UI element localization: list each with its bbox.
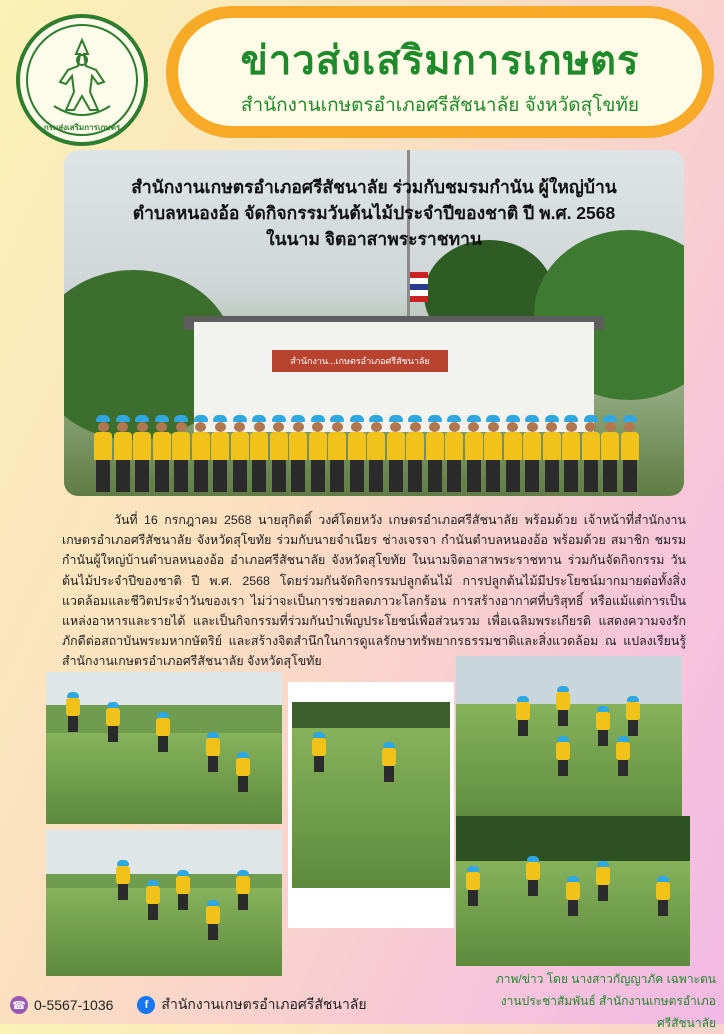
person-figure [543, 415, 561, 492]
person-figure [466, 866, 480, 906]
person-figure [133, 415, 151, 492]
person-figure [231, 415, 249, 492]
photo-sky [46, 830, 282, 874]
photo-trees [292, 702, 450, 728]
person-figure [596, 861, 610, 901]
person-figure [250, 415, 268, 492]
person-figure [516, 696, 530, 736]
person-figure [367, 415, 385, 492]
person-figure [582, 415, 600, 492]
person-figure [114, 415, 132, 492]
person-figure [192, 415, 210, 492]
credit-department: งานประชาสัมพันธ์ สำนักงานเกษตรอำเภอศรีสัชนาลัย [500, 994, 716, 1030]
person-figure [206, 900, 220, 940]
person-figure [312, 732, 326, 772]
photo-credit [454, 968, 716, 1034]
footer-contact [10, 994, 367, 1016]
person-figure [172, 415, 190, 492]
person-figure [387, 415, 405, 492]
facebook-page-link[interactable]: สำนักงานเกษตรอำเภอศรีสัชนาลัย [161, 996, 367, 1012]
person-figure [465, 415, 483, 492]
person-figure [348, 415, 366, 492]
hero-headline [64, 174, 684, 252]
person-figure [66, 692, 80, 732]
person-figure [236, 752, 250, 792]
hero-headline-line3: ในนาม จิตอาสาพระราชทาน [266, 229, 482, 249]
deity-figure-icon [44, 36, 120, 118]
person-figure [562, 415, 580, 492]
seal-caption: กรมส่งเสริมการเกษตร [43, 123, 121, 132]
hero-headline-line2: ตำบลหนองอ้อ จัดกิจกรรมวันต้นไม้ประจำปีของชาติ ปี พ.ศ. 2568 [132, 203, 616, 223]
group-of-people [94, 396, 654, 492]
person-figure [94, 415, 112, 492]
page-title: ข่าวส่งเสริมการเกษตร [240, 39, 640, 83]
page-subtitle: สำนักงานเกษตรอำเภอศรีสัชนาลัย จังหวัดสุโขทัย [240, 95, 640, 116]
collage-photo-3 [292, 702, 450, 888]
person-figure [445, 415, 463, 492]
person-figure [426, 415, 444, 492]
news-paragraph [62, 510, 686, 672]
header-inner [178, 18, 702, 126]
office-sign: สำนักงาน...เกษตรอำเภอศรีสัชนาลัย [272, 350, 448, 372]
person-figure [289, 415, 307, 492]
hero-photo [64, 150, 684, 496]
person-figure [206, 732, 220, 772]
person-figure [616, 736, 630, 776]
person-figure [211, 415, 229, 492]
person-figure [556, 736, 570, 776]
collage-photo-1 [46, 672, 282, 824]
person-figure [626, 696, 640, 736]
person-figure [526, 856, 540, 896]
person-figure [504, 415, 522, 492]
person-figure [382, 742, 396, 782]
person-figure [523, 415, 541, 492]
person-figure [621, 415, 639, 492]
phone-icon: ☎ [10, 996, 28, 1014]
collage-photo-2 [46, 830, 282, 976]
person-figure [236, 870, 250, 910]
facebook-icon: f [137, 996, 155, 1014]
photo-sky [46, 672, 282, 705]
person-figure [309, 415, 327, 492]
person-figure [596, 706, 610, 746]
thai-flag [410, 272, 428, 302]
person-figure [406, 415, 424, 492]
person-figure [656, 876, 670, 916]
person-figure [146, 880, 160, 920]
collage-photo-4 [456, 656, 682, 826]
department-seal-logo [16, 14, 148, 146]
person-figure [176, 870, 190, 910]
person-figure [116, 860, 130, 900]
credit-author: ภาพ/ข่าว โดย นางสาวกัญญาภัค เฉพาะตน [495, 972, 716, 986]
person-figure [153, 415, 171, 492]
person-figure [270, 415, 288, 492]
person-figure [484, 415, 502, 492]
phone-number[interactable]: 0-5567-1036 [34, 997, 114, 1013]
person-figure [106, 702, 120, 742]
header-banner [166, 6, 714, 138]
person-figure [556, 686, 570, 726]
photo-trees [456, 816, 690, 861]
hero-headline-line1: สำนักงานเกษตรอำเภอศรีสัชนาลัย ร่วมกับชมรมกำนัน ผู้ใหญ่บ้าน [131, 177, 617, 197]
person-figure [566, 876, 580, 916]
person-figure [328, 415, 346, 492]
news-paragraph-text: วันที่ 16 กรกฎาคม 2568 นายสุกิตติ์ วงศ์โดยหวัง เกษตรอำเภอศรีสัชนาลัย พร้อมด้วย เจ้าหน้าที่สำนักงานเกษตรอำเภอศรีสัชนาลัย จังหวัดสุโขทัย ร่วมกับนายจำเนียร ช่างเจรจา กำนันตำบลหนองอ้อ พร้อมด้วย สมาชิก ชมรมกำนันผู้ใหญ่บ้านตำบลหนองอ้อ อำเภอศรีสัชนาลัย จังหวัดสุโขทัย ในนามจิตอาสาพระราชทาน ร่วมกันจัดกิจกรรม วันต้นไม้ประจำปีของชาติ ปี พ.ศ. 2568 โดยร่วมกันจัดกิจกรรมปลูกต้นไม้ การปลูกต้นไม้มีประโยชน์มากมายต่อทั้งสิ่งแวดล้อมและชีวิตประจำวันของเรา ไม่ว่าจะเป็นการช่วยลดภาวะโลกร้อน การสร้างอากาศที่บริสุทธิ์ หรือแม้แต่การเป็นแหล่งอาหารและรายได้ และเป็นกิจกรรมที่ร่วมกันบำเพ็ญประโยชน์เพื่อส่วนรวม เพื่อเฉลิมพระเกียรติ แสดงความจงรักภักดีต่อสถาบันพระมหากษัตริย์ และสร้างจิตสำนึกในการดูแลรักษาทรัพยากรธรรมชาติและสิ่งแวดล้อม ณ แปลงเรียนรู้ สำนักงานเกษตรอำเภอศรีสัชนาลัย จังหวัดสุโขทัย [62, 513, 686, 669]
person-figure [601, 415, 619, 492]
collage-photo-5 [456, 816, 690, 966]
person-figure [156, 712, 170, 752]
